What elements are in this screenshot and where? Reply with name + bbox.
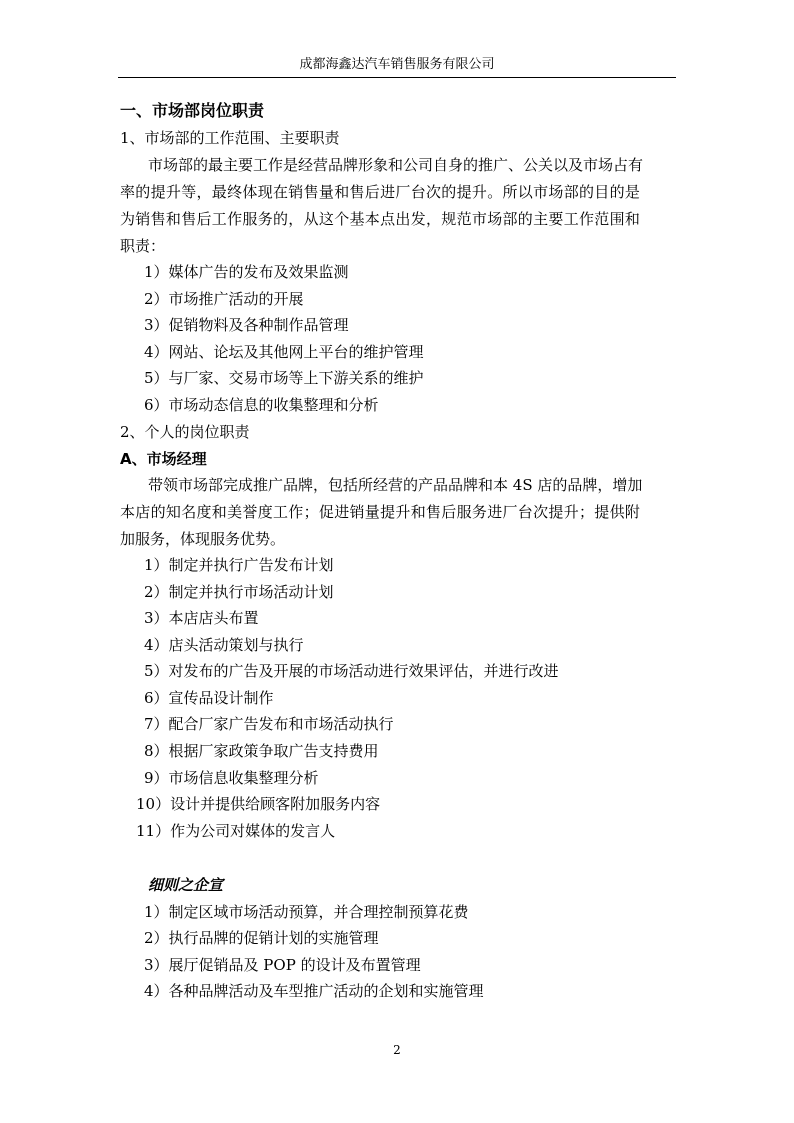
section-title: 一、市场部岗位职责 [120,101,265,120]
sub2-para-line: 加服务，体现服务优势。 [120,530,286,548]
list-item: 9）市场信息收集整理分析 [144,769,319,787]
list-item: 3）本店店头布置 [144,609,259,627]
list-item: 6）市场动态信息的收集整理和分析 [144,396,379,414]
list-item: 10）设计并提供给顾客附加服务内容 [136,795,381,813]
sub2-para-line: 带领市场部完成推广品牌，包括所经营的产品品牌和本 4S 店的品牌，增加 [148,476,643,494]
list-item: 3）促销物料及各种制作品管理 [144,316,349,334]
list-item: 11）作为公司对媒体的发言人 [136,822,336,840]
list-item: 2）执行品牌的促销计划的实施管理 [144,929,379,947]
list-item: 1）制定区域市场活动预算，并合理控制预算花费 [144,903,469,921]
list-item: 6）宣传品设计制作 [144,689,274,707]
list-item: 2）市场推广活动的开展 [144,290,304,308]
sub1-para-line: 市场部的最主要工作是经营品牌形象和公司自身的推广、公关以及市场占有 [148,156,644,174]
list-item: 5）与厂家、交易市场等上下游关系的维护 [144,369,424,387]
sub2-para-line: 本店的知名度和美誉度工作；促进销量提升和售后服务进厂台次提升；提供附 [120,503,641,521]
list-item: 2）制定并执行市场活动计划 [144,583,334,601]
sub1-para-line: 率的提升等，最终体现在销售量和售后进厂台次的提升。所以市场部的目的是 [120,183,641,201]
list-item: 4）网站、论坛及其他网上平台的维护管理 [144,343,424,361]
list-item: 4）店头活动策划与执行 [144,636,304,654]
list-item: 4）各种品牌活动及车型推广活动的企划和实施管理 [144,982,484,1000]
list-item: 7）配合厂家广告发布和市场活动执行 [144,715,394,733]
detail-heading: 细则之企宣 [148,876,224,894]
list-item: 1）媒体广告的发布及效果监测 [144,263,349,281]
sub1-para-line: 为销售和售后工作服务的，从这个基本点出发，规范市场部的主要工作范围和 [120,210,641,228]
page-header: 成都海鑫达汽车销售服务有限公司 [299,57,495,72]
list-item: 8）根据厂家政策争取广告支持费用 [144,742,379,760]
sub2-heading: 2、个人的岗位职责 [120,423,250,441]
role-title: A、市场经理 [120,450,207,468]
page-number: 2 [393,1043,401,1057]
header-divider [118,77,676,78]
list-item: 1）制定并执行广告发布计划 [144,556,334,574]
sub1-para-line: 职责： [120,237,166,255]
list-item: 5）对发布的广告及开展的市场活动进行效果评估，并进行改进 [144,662,559,680]
sub1-heading: 1、市场部的工作范围、主要职责 [120,129,340,147]
list-item: 3）展厅促销品及 POP 的设计及布置管理 [144,956,421,974]
